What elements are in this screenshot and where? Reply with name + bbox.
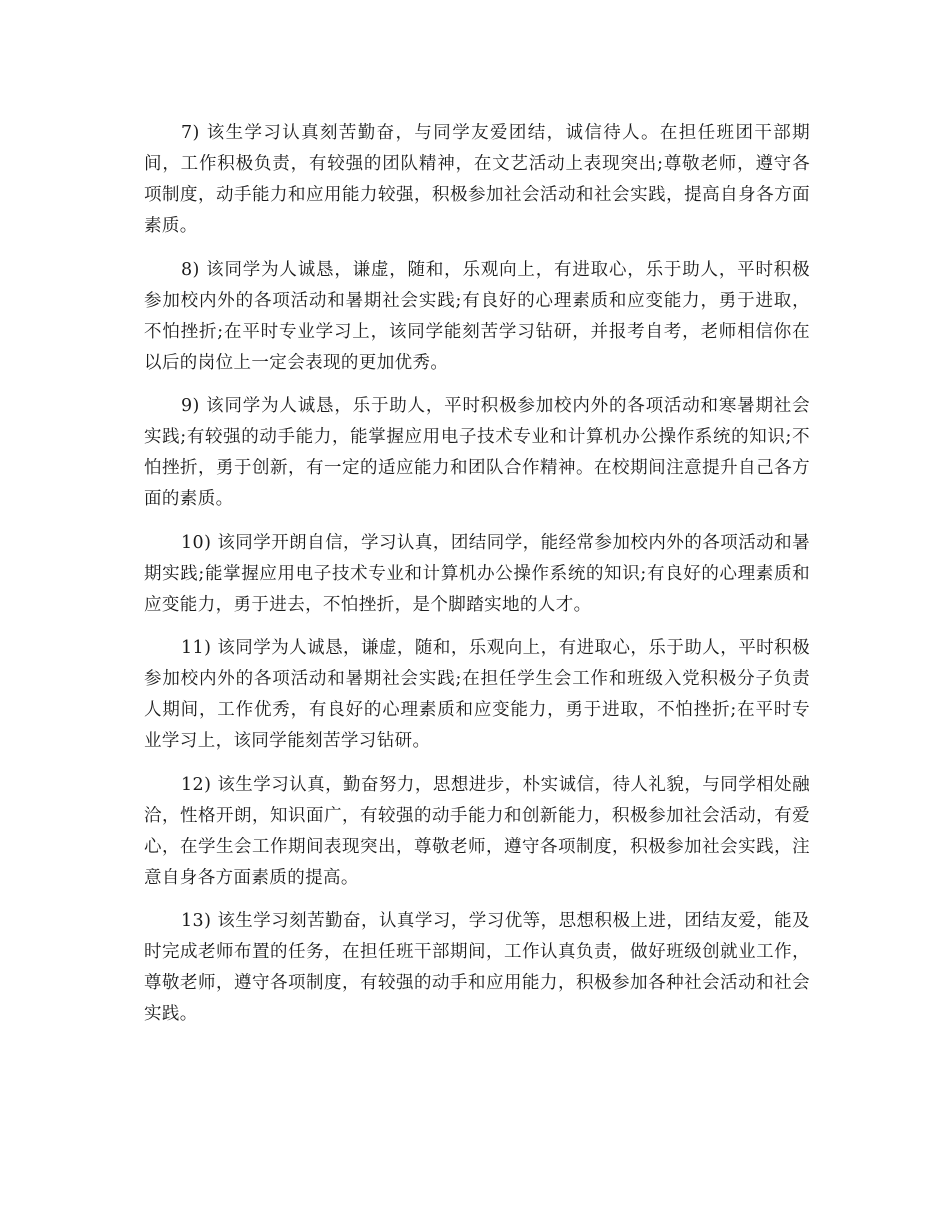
paragraph-10: 10) 该同学开朗自信，学习认真，团结同学，能经常参加校内外的各项活动和暑期实践;能掌握应用电子技术专业和计算机办公操作系统的知识;有良好的心理素质和应变能力，勇于进去，不怕挫折，是个脚踏实地的人才。 xyxy=(144,532,810,615)
paragraph-9: 9) 该同学为人诚恳，乐于助人，平时积极参加校内外的各项活动和寒暑期社会实践;有较强的动手能力，能掌握应用电子技术专业和计算机办公操作系统的知识;不怕挫折，勇于创新，有一定的适应能力和团队合作精神。在校期间注意提升自己各方面的素质。 xyxy=(144,396,810,509)
paragraph-13: 13) 该生学习刻苦勤奋，认真学习，学习优等，思想积极上进，团结友爱，能及时完成老师布置的任务，在担任班干部期间，工作认真负责，做好班级创就业工作，尊敬老师，遵守各项制度，有较强的动手和应用能力，积极参加各种社会活动和社会实践。 xyxy=(144,911,810,1024)
paragraph-11: 11) 该同学为人诚恳，谦虚，随和，乐观向上，有进取心，乐于助人，平时积极参加校内外的各项活动和暑期社会实践;在担任学生会工作和班级入党积极分子负责人期间，工作优秀，有良好的心理素质和应变能力，勇于进取，不怕挫折;在平时专业学习上，该同学能刻苦学习钻研。 xyxy=(144,638,810,751)
paragraph-12: 12) 该生学习认真，勤奋努力，思想进步，朴实诚信，待人礼貌，与同学相处融洽，性格开朗，知识面广，有较强的动手能力和创新能力，积极参加社会活动，有爱心，在学生会工作期间表现突出，尊敬老师，遵守各项制度，积极参加社会实践，注意自身各方面素质的提高。 xyxy=(144,774,810,888)
paragraph-7: 7) 该生学习认真刻苦勤奋，与同学友爱团结，诚信待人。在担任班团干部期间，工作积极负责，有较强的团队精神，在文艺活动上表现突出;尊敬老师，遵守各项制度，动手能力和应用能力较强，积极参加社会活动和社会实践，提高自身各方面素质。 xyxy=(144,123,810,236)
paragraph-8: 8) 该同学为人诚恳，谦虚，随和，乐观向上，有进取心，乐于助人，平时积极参加校内外的各项活动和暑期社会实践;有良好的心理素质和应变能力，勇于进取，不怕挫折;在平时专业学习上，该同学能刻苦学习钻研，并报考自考，老师相信你在以后的岗位上一定会表现的更加优秀。 xyxy=(144,259,810,373)
